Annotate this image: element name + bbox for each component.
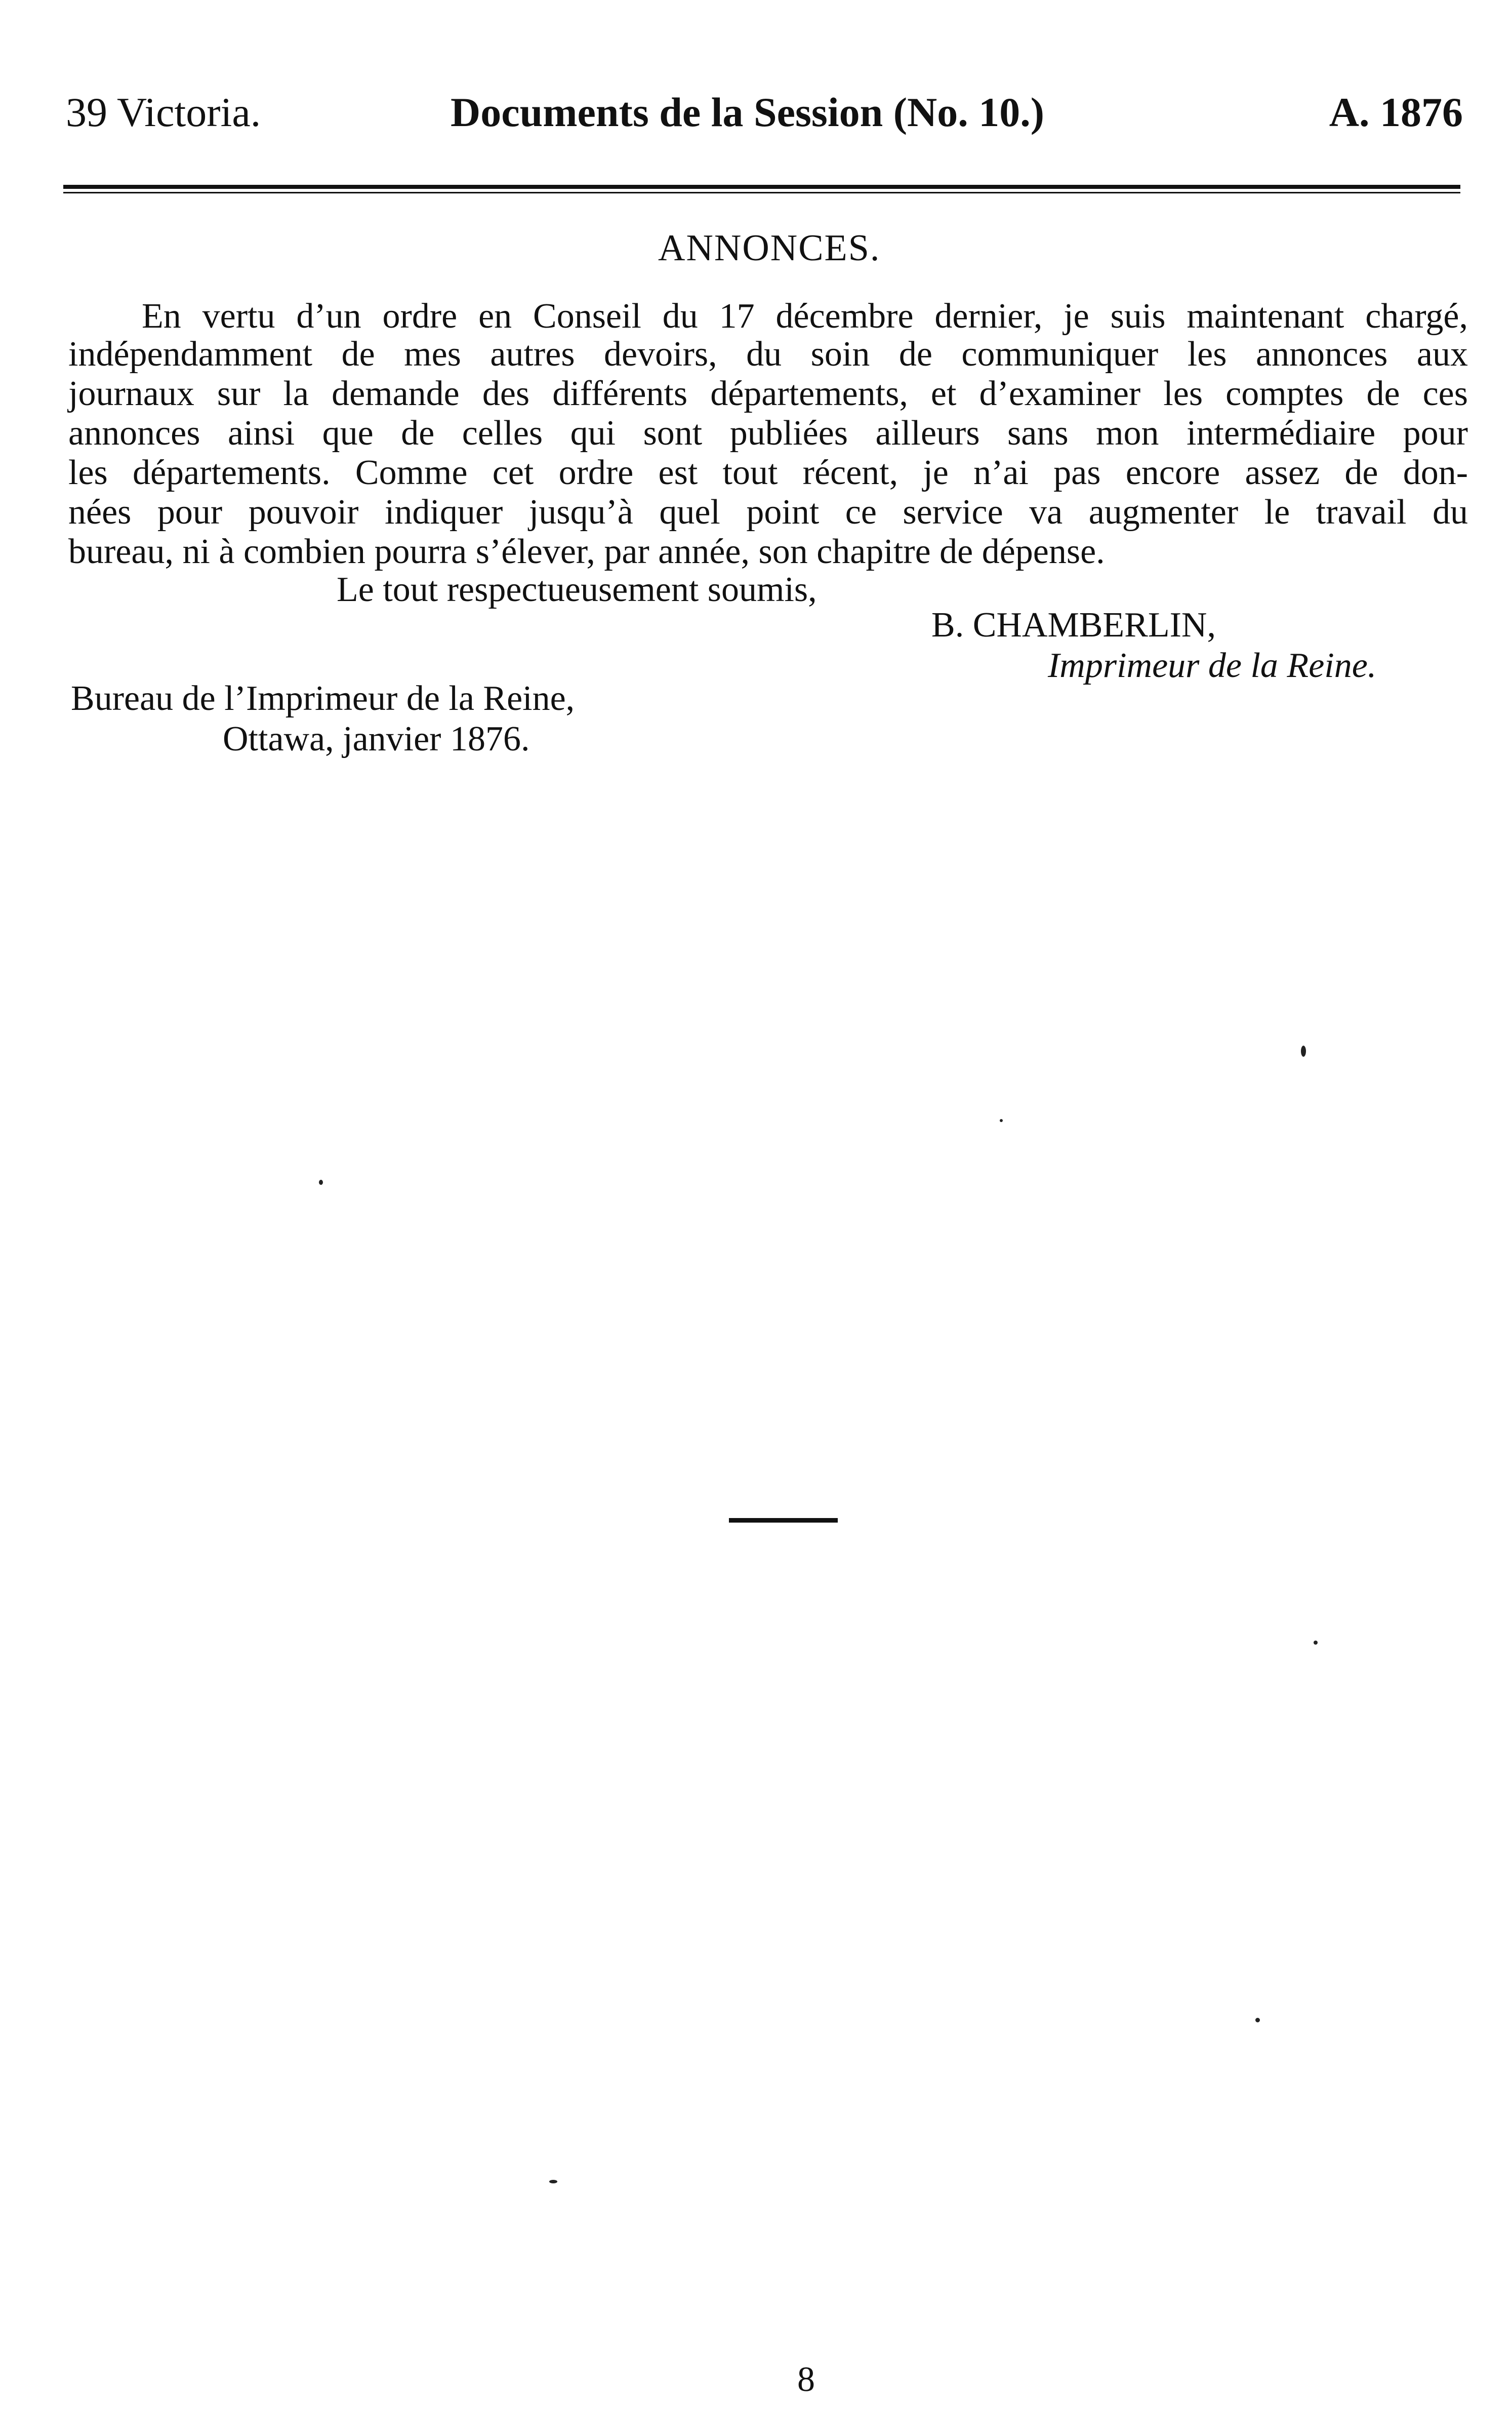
header-rule-thick: [63, 185, 1460, 189]
scan-speck: [1301, 1046, 1306, 1057]
body-line: nées pour pouvoir indiquer jusqu’à quel point ce service va augmenter le travail du: [68, 493, 1468, 532]
body-line: bureau, ni à combien pourra s’élever, par année, son chapitre de dépense.: [68, 532, 1105, 571]
section-divider: [729, 1518, 838, 1523]
signatory-title: Imprimeur de la Reine.: [1048, 646, 1377, 685]
dateline-place: Bureau de l’Imprimeur de la Reine,: [71, 679, 575, 718]
body-line: annonces ainsi que de celles qui sont publiées ailleurs sans mon intermédiaire pour: [68, 414, 1468, 453]
scan-speck: [1314, 1641, 1318, 1645]
scan-speck: [1000, 1119, 1003, 1122]
page-number: 8: [797, 2360, 815, 2399]
body-line: indépendamment de mes autres devoirs, du soin de communiquer les annonces aux: [68, 335, 1468, 374]
header-rule: [63, 185, 1460, 196]
header-year: A. 1876: [1329, 89, 1463, 135]
header-rule-thin: [63, 192, 1460, 193]
closing-phrase: Le tout respectueusement soumis,: [337, 570, 817, 609]
body-line: En vertu d’un ordre en Conseil du 17 décembre dernier, je suis maintenant chargé,: [142, 297, 1468, 336]
body-line: les départements. Comme cet ordre est tout récent, je n’ai pas encore assez de don-: [68, 453, 1468, 492]
running-header: [66, 89, 1463, 144]
body-line: journaux sur la demande des différents départements, et d’examiner les comptes de ces: [68, 374, 1468, 413]
header-volume: 39 Victoria.: [66, 89, 261, 135]
scan-speck: [549, 2180, 557, 2183]
scan-speck: [1255, 2018, 1260, 2022]
header-document-title: Documents de la Session (No. 10.): [451, 89, 1045, 135]
dateline-date: Ottawa, janvier 1876.: [223, 720, 530, 759]
scan-speck: [319, 1180, 323, 1185]
section-heading: ANNONCES.: [658, 227, 881, 269]
signatory-name: B. CHAMBERLIN,: [931, 606, 1216, 645]
